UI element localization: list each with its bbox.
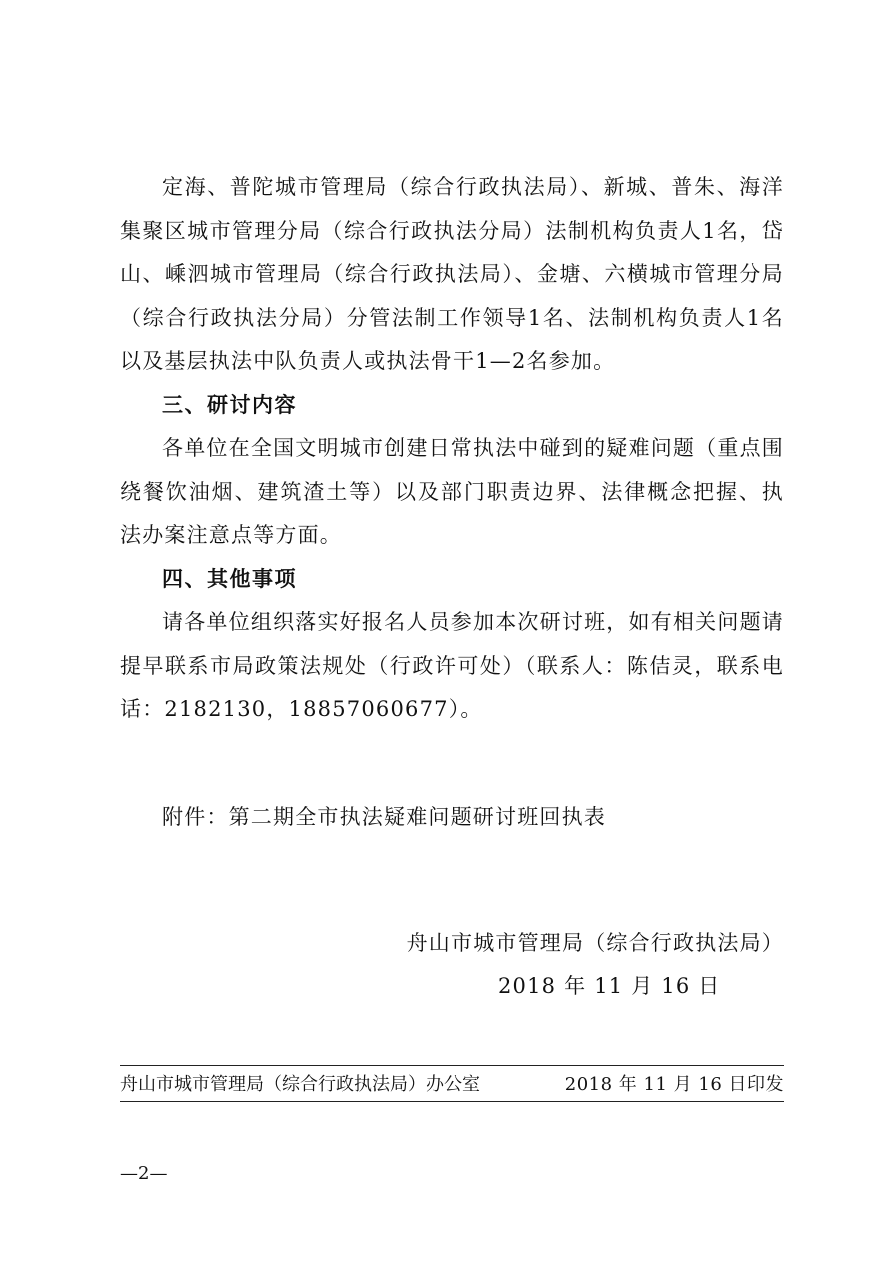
attachment-line: 附件：第二期全市执法疑难问题研讨班回执表 xyxy=(162,805,606,829)
document-body xyxy=(120,166,784,732)
signature-organization: 舟山市城市管理局（综合行政执法局） xyxy=(406,931,784,955)
section-3-body: 各单位在全国文明城市创建日常执法中碰到的疑难问题（重点围绕餐饮油烟、建筑渣土等）以及部门职责边界、法律概念把握、执法办案注意点等方面。 xyxy=(120,436,784,547)
participants-paragraph: 定海、普陀城市管理局（综合行政执法局）、新城、普朱、海洋集聚区城市管理分局（综合行政执法分局）法制机构负责人1名，岱山、嵊泗城市管理局（综合行政执法局）、金塘、六横城市管理分局（综合行政执法分局）分管法制工作领导1名、法制机构负责人1名以及基层执法中队负责人或执法骨干1—2名参加。 xyxy=(120,175,784,373)
footer-print-date: 2018 年 11 月 16 日印发 xyxy=(564,1074,784,1095)
section-4-body: 请各单位组织落实好报名人员参加本次研讨班，如有相关问题请提早联系市局政策法规处（行政许可处）（联系人：陈佶灵，联系电话：2182130，18857060677）。 xyxy=(120,610,784,721)
section-3-heading: 三、研讨内容 xyxy=(162,392,297,417)
page-number: —2— xyxy=(120,1163,168,1184)
footer-bottom-rule xyxy=(120,1101,784,1102)
section-4-heading: 四、其他事项 xyxy=(162,566,297,591)
footer-top-rule xyxy=(120,1065,784,1066)
footer-row xyxy=(120,1071,784,1099)
footer-office: 舟山市城市管理局（综合行政执法局）办公室 xyxy=(120,1074,480,1095)
signature-date: 2018 年 11 月 16 日 xyxy=(498,974,721,998)
